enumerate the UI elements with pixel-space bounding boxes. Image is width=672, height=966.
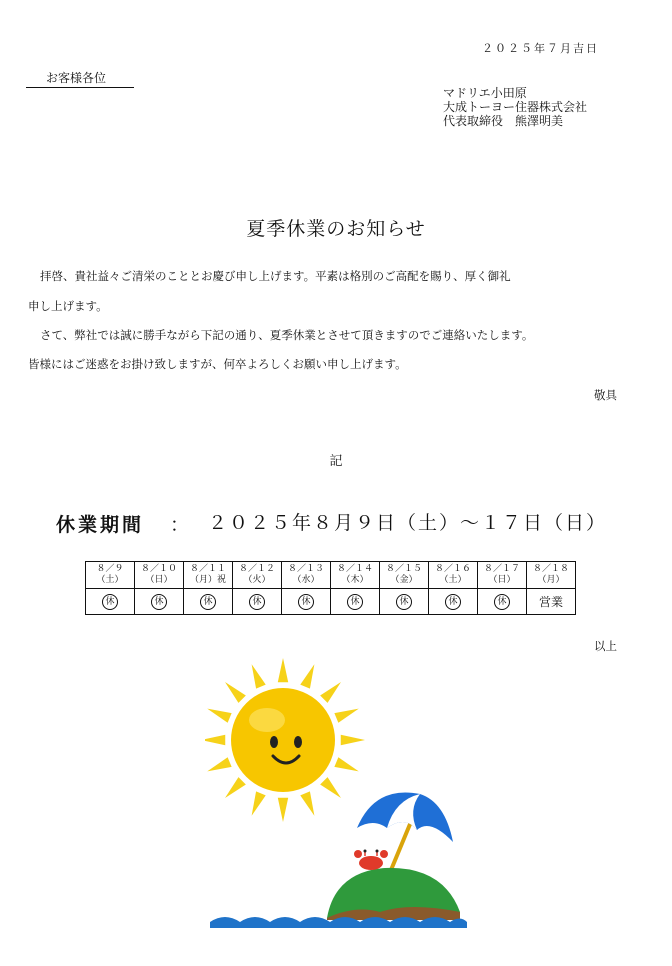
calendar-date-cell — [184, 562, 233, 589]
sun-ray — [300, 664, 314, 688]
ki-heading: 記 — [329, 454, 343, 469]
closed-mark: 休 — [494, 594, 510, 610]
cell-date: ８／１５ — [385, 564, 422, 574]
calendar-date-cell — [380, 562, 429, 589]
calendar-status-cell — [233, 589, 282, 615]
body-paragraph-3: さて、弊社では誠に勝手ながら下記の通り、夏季休業とさせて頂きますのでご連絡いたします。 — [40, 328, 534, 342]
body-paragraph-2: 申し上げます。 — [28, 299, 108, 313]
sun-ray — [278, 798, 288, 822]
cell-date: ８／１６ — [434, 564, 471, 574]
sun-ray — [300, 791, 314, 815]
calendar-status-cell — [331, 589, 380, 615]
cell-date: ８／９ — [96, 564, 124, 574]
calendar-date-cell — [135, 562, 184, 589]
document-date: ２０２５年７月吉日 — [482, 42, 599, 55]
closed-mark: 休 — [298, 594, 314, 610]
closing-phrase: 敬具 — [594, 388, 617, 402]
cell-date: ８／１８ — [532, 564, 569, 574]
closed-mark: 休 — [249, 594, 265, 610]
cell-date: ８／１３ — [287, 564, 324, 574]
recipient: お客様各位 — [26, 69, 134, 88]
calendar-date-cell — [429, 562, 478, 589]
closed-mark: 休 — [102, 594, 118, 610]
cell-weekday: （土） — [96, 575, 124, 585]
sun-ray — [252, 791, 266, 815]
calendar-status-cell — [86, 589, 135, 615]
closed-mark: 休 — [151, 594, 167, 610]
cell-date: ８／１０ — [140, 564, 177, 574]
period-value: ２０２５年８月９日（土）～１７日（日） — [208, 512, 608, 534]
cell-weekday: （火） — [243, 575, 271, 585]
cell-weekday: （日） — [488, 575, 516, 585]
crab-icon — [354, 850, 388, 871]
cell-weekday: （金） — [390, 575, 418, 585]
sun-ray — [278, 658, 288, 682]
calendar-status-row — [86, 589, 576, 615]
sun-ray — [334, 757, 358, 771]
calendar-date-cell — [86, 562, 135, 589]
sun-highlight — [249, 708, 285, 732]
sender-company: 大成トーヨー住器株式会社 — [443, 100, 588, 114]
calendar-status-cell — [429, 589, 478, 615]
closed-mark: 休 — [200, 594, 216, 610]
calendar-date-cell — [233, 562, 282, 589]
holiday-calendar — [85, 561, 576, 615]
sun-icon — [231, 688, 335, 792]
cell-date: ８／１４ — [336, 564, 373, 574]
sun-left-eye — [270, 736, 278, 748]
sun-ray — [225, 682, 246, 703]
calendar-status-cell — [380, 589, 429, 615]
cell-weekday: （月） — [537, 575, 565, 585]
page-title: 夏季休業のお知らせ — [246, 218, 426, 240]
sun-ray — [334, 709, 358, 723]
body-paragraph-4: 皆様にはご迷惑をお掛け致しますが、何卒よろしくお願い申し上げます。 — [28, 357, 407, 371]
calendar-status-cell — [135, 589, 184, 615]
calendar-date-row — [86, 562, 576, 589]
body-paragraph-1: 拝啓、貴社益々ご清栄のこととお慶び申し上げます。平素は格別のご高配を賜り、厚く御礼 — [40, 269, 511, 283]
cell-weekday: （日） — [145, 575, 173, 585]
sun-ray — [205, 735, 225, 745]
sender-representative: 代表取締役 熊澤明美 — [443, 114, 564, 128]
calendar-date-cell — [478, 562, 527, 589]
period-colon: ： — [170, 514, 190, 536]
sun-ray — [320, 777, 341, 798]
calendar-status-cell — [282, 589, 331, 615]
period-label: 休業期間 — [56, 514, 145, 536]
cell-weekday: （水） — [292, 575, 320, 585]
calendar-date-cell — [527, 562, 576, 589]
sun-ray — [252, 664, 266, 688]
end-mark: 以上 — [594, 639, 617, 653]
calendar-date-cell — [282, 562, 331, 589]
closed-mark: 休 — [445, 594, 461, 610]
cell-date: ８／１２ — [238, 564, 275, 574]
sender-block — [443, 86, 587, 128]
calendar-date-cell — [331, 562, 380, 589]
calendar-status-cell — [184, 589, 233, 615]
sun-ray — [225, 777, 246, 798]
calendar-status-cell — [527, 589, 576, 615]
sun-ray — [320, 682, 341, 703]
sun-ray — [207, 757, 231, 771]
closed-mark: 休 — [396, 594, 412, 610]
sun-ray — [207, 709, 231, 723]
sun-right-eye — [294, 736, 302, 748]
cell-weekday: （月）祝 — [189, 575, 226, 585]
summer-illustration — [205, 650, 475, 940]
cell-weekday: （土） — [439, 575, 467, 585]
sender-store: マドリエ小田原 — [443, 86, 527, 100]
cell-weekday: （木） — [341, 575, 369, 585]
closed-mark: 休 — [347, 594, 363, 610]
open-label: 営業 — [538, 595, 563, 609]
cell-date: ８／１１ — [189, 564, 226, 574]
cell-date: ８／１７ — [483, 564, 520, 574]
calendar-status-cell — [478, 589, 527, 615]
sea-waves — [210, 917, 467, 928]
sun-ray — [341, 735, 365, 745]
